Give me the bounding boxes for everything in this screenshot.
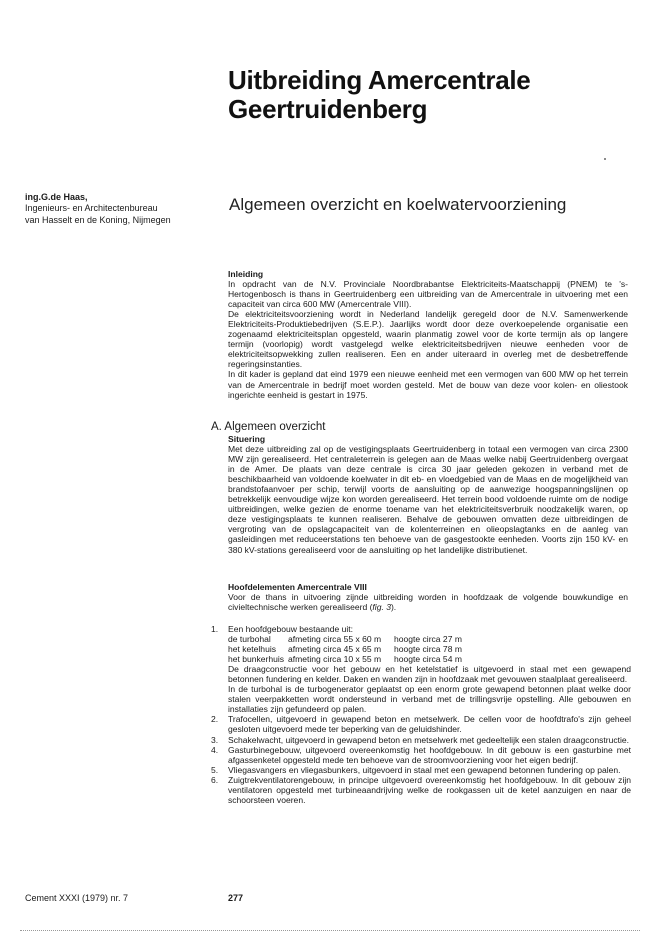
list-item-text: Vliegasvangers en vliegasbunkers, uitgevoerd in staal met een gewapend betonnen fundering op palen. <box>228 764 621 775</box>
list-item-number: 5. <box>211 764 219 775</box>
intro-paragraph-3: In dit kader is gepland dat eind 1979 een nieuwe eenheid met een vermogen van 600 MW op het terrein van de Amercentrale in bedrijf moet worden gesteld. Met de bouw van deze voor kolen- en oliestook ingerichte eenheid is gestart in 1975. <box>228 369 628 400</box>
intro-paragraph-1: In opdracht van de N.V. Provinciale Noordbrabantse Elektriciteits-Maatschappij (PNEM) te 's-Hertogenbosch is thans in Geertruidenberg een uitbreiding van de Amercentrale in uitvoering met een capaciteit van circa 600 MW (Amercentrale VIII). <box>228 279 628 310</box>
list-item-text: De draagconstructie voor het gebouw en het ketelstatief is uitgevoerd in staal met een gewapend betonnen fundering en kelder. Daken en wanden zijn in hoofdzaak met gevouwen staalplaat gerealiseerd. <box>228 664 631 685</box>
article-title-line1: Uitbreiding Amercentrale <box>228 65 531 95</box>
dim-cell: hoogte circa 54 m <box>394 654 462 665</box>
list-item <box>211 735 631 745</box>
hoofdelementen-text: Voor de thans in uitvoering zijnde uitbreiding worden in hoofdzaak de volgende bouwkundige en civieltechnische werken gerealiseerd ( <box>228 592 628 613</box>
author-location: van Hasselt en de Koning, Nijmegen <box>25 214 171 225</box>
list-item-text: Trafocellen, uitgevoerd in gewapend beton en metselwerk. De cellen voor de hoofdtrafo's zijn geheel gesloten uitgevoerd mede ter beperking van de geluidshinder. <box>228 714 631 735</box>
dim-cell: afmeting circa 10 x 55 m <box>288 654 382 665</box>
hoofdelementen-section <box>228 582 628 612</box>
dim-cell: het ketelhuis <box>228 644 276 655</box>
list-item-number: 3. <box>211 734 219 745</box>
article-title <box>228 66 648 124</box>
list-item-number: 2. <box>211 714 219 725</box>
list-item-text: Gasturbinegebouw, uitgevoerd overeenkomstig het hoofdgebouw. In dit gebouw is een gasturbine met afgassenketel opgesteld mede ten behoeve van de stroomvoorziening voor het eigen bedrijf. <box>228 744 631 765</box>
dim-cell: de turbohal <box>228 634 271 645</box>
page-bottom-rule <box>20 930 640 931</box>
author-name: ing.G.de Haas, <box>25 192 88 202</box>
list-item-text: In de turbohal is de turbogenerator geplaatst op een enorm grote gewapend betonnen plaat welke door stalen veerpakketten wordt ondersteund in verband met de trillingsvrije opstelling. Alle gebouwen en installaties zijn gefundeerd op palen. <box>228 684 631 715</box>
author-affiliation: Ingenieurs- en Architectenbureau <box>25 203 158 214</box>
list-item <box>211 714 631 734</box>
journal-reference: Cement XXXI (1979) nr. 7 <box>25 893 129 903</box>
author-block <box>25 192 225 226</box>
intro-heading: Inleiding <box>228 269 264 279</box>
page-number: 277 <box>228 893 244 903</box>
list-item-intro: Een hoofdgebouw bestaande uit: <box>228 624 353 634</box>
intro-section <box>228 269 628 400</box>
dimensions-table <box>228 634 631 664</box>
hoofdelementen-heading: Hoofdelementen Amercentrale VIII <box>228 582 367 592</box>
section-a-title: A. Algemeen overzicht <box>211 421 326 433</box>
article-subtitle: Algemeen overzicht en koelwatervoorziening <box>229 195 567 214</box>
situering-section <box>228 434 628 555</box>
list-item <box>211 624 631 714</box>
situering-heading: Situering <box>228 434 266 444</box>
figure-reference: fig. 3 <box>372 602 391 613</box>
list-item <box>211 775 631 805</box>
dim-cell: afmeting circa 55 x 60 m <box>288 634 382 645</box>
list-item-number: 4. <box>211 744 219 755</box>
dim-cell: hoogte circa 78 m <box>394 644 462 655</box>
scan-speck <box>604 158 606 160</box>
list-item-text: Zuigtrekventilatorengebouw, in principe uitgevoerd overeenkomstig het hoofdgebouw. In dit gebouw zijn ventilatoren opgesteld met turbineaandrijving welke de rookgassen uit de ketel aanzuigen en naar de schoorsteen voeren. <box>228 774 631 805</box>
list-item <box>211 745 631 765</box>
dim-cell: hoogte circa 27 m <box>394 634 462 645</box>
dim-cell: het bunkerhuis <box>228 654 285 665</box>
list-item-number: 6. <box>211 774 219 785</box>
situering-paragraph: Met deze uitbreiding zal op de vestigingsplaats Geertruidenberg in totaal een vermogen van circa 2300 MW zijn gerealiseerd. Het centraleterrein is gelegen aan de Maas welke nabij Geertruidenberg overgaat in de Amer. De plaats van deze centrale is circa 30 jaar geleden gekozen in verband met de beschikbaarheid van voldoende koelwater in dit eb- en vloedgebied van de Maas en de mogelijkheid van brandstofaanvoer per schip, terwijl voorts de aansluiting op de aanwezige hoogspanningslijnen op betrekkelijk eenvoudige wijze kon worden gerealiseerd. Het terrein bood voldoende ruimte om de nodige uitbreidingen, welke gezien de enorme toename van het elektriciteitsverbruik noodzakelijk waren, op deze vestigingsplaats te kunnen realiseren. Behalve de gebouwen omvatten deze uitbreidingen de vergroting van de opslagcapaciteit van de kolenterreinen en olieopslagtanks en de aanleg van gasleidingen met reduceerstations ten behoeve van de gasgestookte eenheden. Voorts zijn 150 kV- en 380 kV-stations gerealiseerd voor de aansluiting op het landelijke distributienet. <box>228 444 628 555</box>
dim-cell: afmeting circa 45 x 65 m <box>288 644 382 655</box>
elements-list <box>211 624 631 805</box>
list-item <box>211 765 631 775</box>
list-item-text: Schakelwacht, uitgevoerd in gewapend beton en metselwerk met gedeeltelijk een stalen draagconstructie. <box>228 734 629 745</box>
hoofdelementen-paragraph <box>228 592 628 612</box>
hoofdelementen-text-end: ). <box>390 602 397 613</box>
list-item-number: 1. <box>211 624 219 634</box>
article-title-line2: Geertruidenberg <box>228 94 428 124</box>
intro-paragraph-2: De elektriciteitsvoorziening wordt in Nederland landelijk geregeld door de N.V. Samenwerkende Elektriciteits-Produktiebedrijven (S.E.P.). Jaarlijks wordt door deze overkoepelende organisatie een zogenaamd elektriciteitsplan opgesteld, waarin planmatig zowel voor de korte termijn als op langere termijn (voorlopig) wordt vastgelegd welke elektriciteitsbedrijven nieuwe eenheden voor de elektriciteitsopwekking zullen realiseren. Een en ander uiteraard in overleg met de desbetreffende regeringsinstanties. <box>228 309 628 370</box>
